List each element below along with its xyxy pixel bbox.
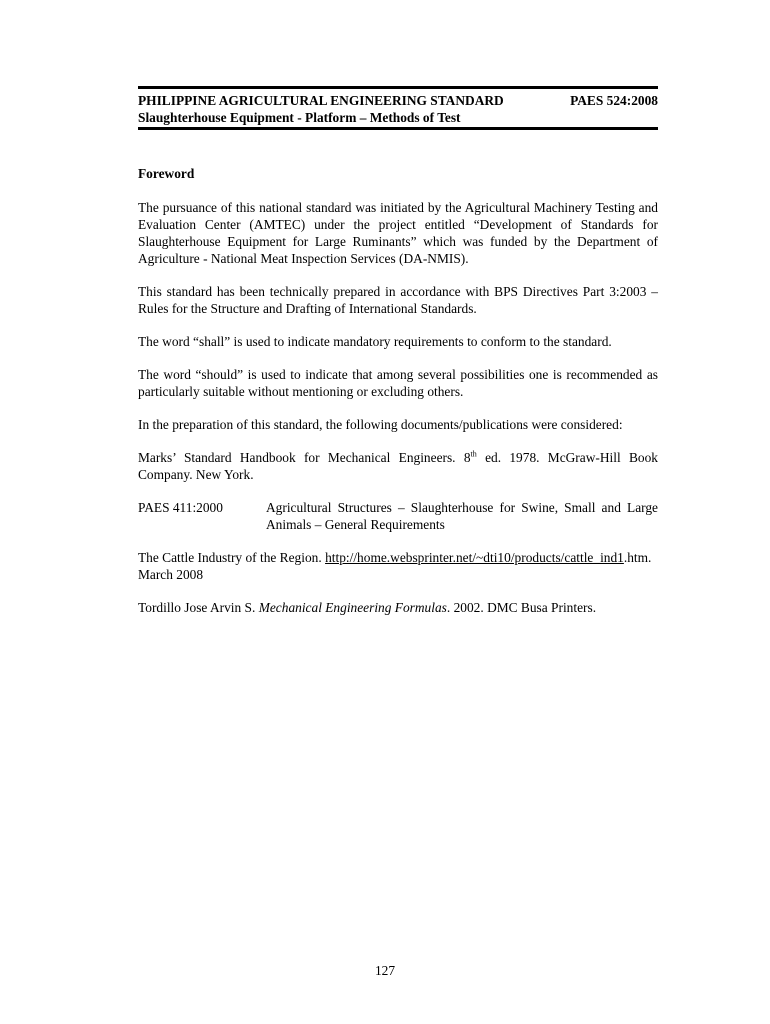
header-bottom-rule bbox=[138, 127, 658, 130]
document-header bbox=[138, 89, 658, 127]
reference-paes-title: Agricultural Structures – Slaughterhouse for Swine, Small and Large Animals – General Requirements bbox=[266, 500, 658, 532]
reference-tordillo-publisher: . 2002. DMC Busa Printers. bbox=[446, 600, 597, 615]
reference-marks-superscript: th bbox=[470, 449, 477, 459]
paragraph-preparation: In the preparation of this standard, the following documents/publications were considered: bbox=[138, 417, 623, 432]
paragraph-initiation: The pursuance of this national standard was initiated by the Agricultural Machinery Testing and Evaluation Center (AMTEC) under the project entitled “Development of Standards for Slaughterhouse Equipment for Large Ruminants” which was funded by the Department of Agriculture - National Meat Inspection Services (DA-NMIS). bbox=[138, 200, 658, 266]
paragraph-directives: This standard has been technically prepared in accordance with BPS Directives Part 3:2003 – Rules for the Structure and Drafting of International Standards. bbox=[138, 284, 658, 316]
reference-marks-text: Marks’ Standard Handbook for Mechanical Engineers. 8 bbox=[138, 450, 471, 465]
reference-paes-411 bbox=[138, 499, 658, 533]
reference-marks-rest: ed. 1978. McGraw-Hill Book Company. New York. bbox=[138, 450, 658, 482]
reference-paes-code: PAES 411:2000 bbox=[138, 500, 223, 515]
reference-tordillo-title: Mechanical Engineering Formulas bbox=[258, 600, 447, 615]
reference-cattle-industry bbox=[138, 549, 658, 583]
document-page bbox=[138, 86, 658, 616]
paragraph-should: The word “should” is used to indicate that among several possibilities one is recommended as particularly suitable without mentioning or excluding others. bbox=[138, 367, 658, 399]
reference-tordillo bbox=[138, 599, 658, 616]
header-subtitle: Slaughterhouse Equipment - Platform – Methods of Test bbox=[138, 110, 461, 125]
section-title: Foreword bbox=[138, 166, 195, 181]
header-standard-code: PAES 524:2008 bbox=[570, 93, 658, 108]
reference-tordillo-author: Tordillo Jose Arvin S. bbox=[138, 600, 259, 615]
reference-cattle-date: .htm. March 2008 bbox=[138, 550, 652, 582]
paragraph-shall: The word “shall” is used to indicate mandatory requirements to conform to the standard. bbox=[138, 334, 612, 349]
reference-cattle-link[interactable]: http://home.websprinter.net/~dti10/products/cattle_ind1 bbox=[325, 550, 624, 565]
page-number: 127 bbox=[374, 963, 396, 978]
reference-marks-handbook bbox=[138, 449, 658, 483]
reference-cattle-text: The Cattle Industry of the Region. bbox=[138, 550, 326, 565]
header-organization: PHILIPPINE AGRICULTURAL ENGINEERING STANDARD bbox=[138, 93, 504, 108]
